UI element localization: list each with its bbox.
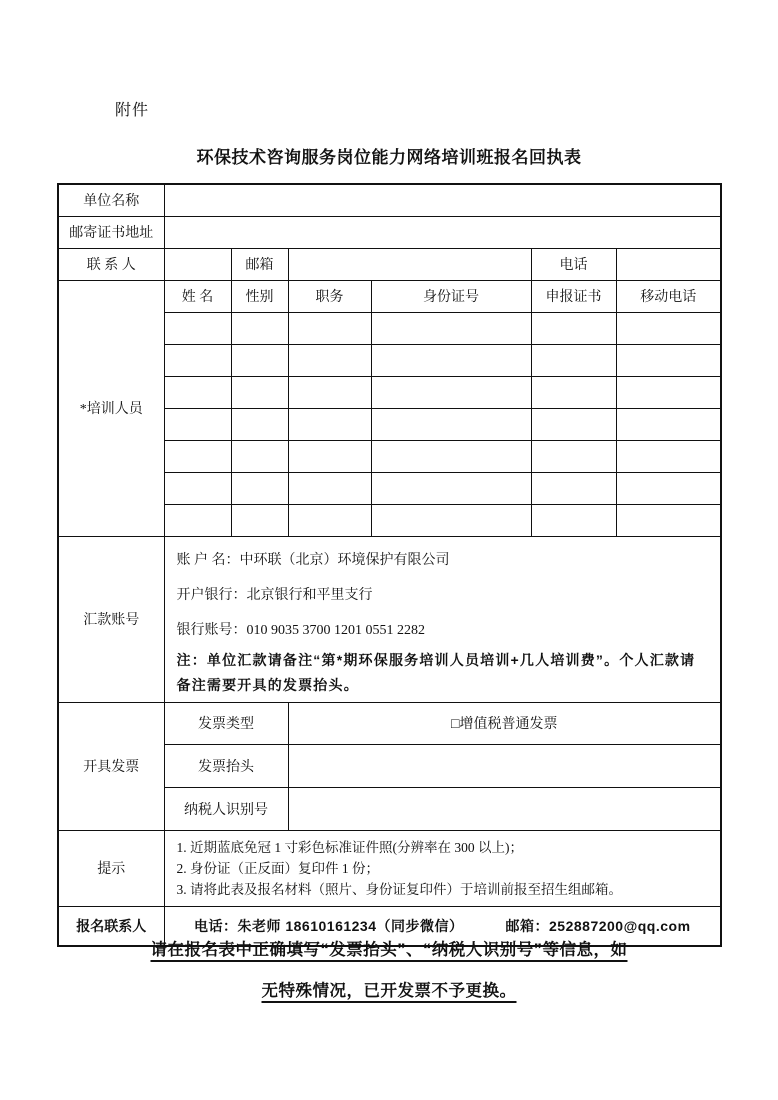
tips-label: 提示 (58, 830, 164, 906)
trainee-cell (371, 376, 531, 408)
trainee-cell (231, 408, 288, 440)
registration-contact-email: 邮箱：252887200@qq.com (505, 917, 691, 934)
trainee-cell (231, 504, 288, 536)
mail-address-row (58, 216, 721, 248)
registration-form-table (57, 183, 722, 947)
trainee-cell (371, 408, 531, 440)
trainee-cell (288, 472, 371, 504)
trainee-cell (288, 376, 371, 408)
trainee-cell (164, 440, 231, 472)
remittance-account-no: 银行账号：010 9035 3700 1201 0551 2282 (176, 622, 425, 638)
footer-note (0, 930, 778, 1012)
trainee-cell (531, 504, 616, 536)
trainee-cell (371, 472, 531, 504)
trainee-cell (288, 408, 371, 440)
remittance-row (58, 536, 721, 702)
invoice-taxid-value-cell (288, 787, 721, 830)
trainee-cell (531, 408, 616, 440)
tips-item-3: 3. 请将此表及报名材料（照片、身份证复印件）于培训前报至招生组邮箱。 (176, 881, 622, 897)
tips-item-2: 2. 身份证（正反面）复印件 1 份； (176, 860, 379, 876)
page-title: 环保技术咨询服务岗位能力网络培训班报名回执表 (196, 148, 582, 167)
trainee-cell (371, 504, 531, 536)
trainee-cell (616, 312, 721, 344)
unit-name-label: 单位名称 (58, 184, 164, 216)
trainee-cell (616, 344, 721, 376)
tips-row (58, 830, 721, 906)
mail-address-value-cell (164, 216, 721, 248)
trainee-cell (164, 312, 231, 344)
remittance-label: 汇款账号 (58, 536, 164, 702)
invoice-title-label: 发票抬头 (164, 744, 288, 787)
contact-label: 联 系 人 (58, 248, 164, 280)
trainee-cell (164, 408, 231, 440)
trainee-col-name: 姓 名 (164, 280, 231, 312)
trainee-cell (616, 504, 721, 536)
trainee-cell (164, 504, 231, 536)
trainee-cell (231, 312, 288, 344)
trainee-cell (231, 376, 288, 408)
unit-name-row (58, 184, 721, 216)
trainee-cell (531, 376, 616, 408)
trainee-cell (616, 376, 721, 408)
trainee-cell (231, 440, 288, 472)
phone-label: 电话 (531, 248, 616, 280)
trainee-cell (164, 472, 231, 504)
trainee-col-certificate: 申报证书 (531, 280, 616, 312)
trainee-col-gender: 性别 (231, 280, 288, 312)
trainee-header-row (58, 280, 721, 312)
trainees-label: *培训人员 (58, 280, 164, 536)
trainee-cell (371, 312, 531, 344)
trainee-col-position: 职务 (288, 280, 371, 312)
trainee-cell (616, 440, 721, 472)
trainee-cell (531, 440, 616, 472)
phone-value-cell (616, 248, 721, 280)
trainee-cell (288, 344, 371, 376)
trainee-cell (231, 472, 288, 504)
trainee-cell (616, 408, 721, 440)
trainee-cell (164, 344, 231, 376)
invoice-title-value-cell (288, 744, 721, 787)
invoice-taxid-label: 纳税人识别号 (164, 787, 288, 830)
contact-row (58, 248, 721, 280)
remittance-account-name: 账 户 名：中环联（北京）环境保护有限公司 (176, 552, 450, 568)
email-label: 邮箱 (231, 248, 288, 280)
remittance-content-cell (164, 536, 721, 702)
attachment-label: 附件 (115, 102, 150, 119)
trainee-cell (531, 312, 616, 344)
email-value-cell (288, 248, 531, 280)
registration-contact-label: 报名联系人 (58, 906, 164, 946)
trainee-cell (531, 344, 616, 376)
tips-item-1: 1. 近期蓝底免冠 1 寸彩色标准证件照(分辨率在 300 以上)； (176, 839, 523, 855)
footer-line-2: 无特殊情况，已开发票不予更换。 (261, 982, 517, 1000)
tips-content-cell (164, 830, 721, 906)
contact-name-cell (164, 248, 231, 280)
trainee-cell (288, 504, 371, 536)
remittance-note: 注：单位汇款请备注“第*期环保服务培训人员培训+几人培训费”。个人汇款请备注需要开具的发票抬头。 (176, 651, 696, 693)
invoice-label: 开具发票 (58, 702, 164, 830)
invoice-type-value: □增值税普通发票 (288, 702, 721, 744)
mail-address-label: 邮寄证书地址 (58, 216, 164, 248)
unit-name-value-cell (164, 184, 721, 216)
trainee-cell (531, 472, 616, 504)
remittance-bank: 开户银行：北京银行和平里支行 (176, 587, 373, 603)
trainee-cell (164, 376, 231, 408)
registration-contact-phone: 电话：朱老师 18610161234（同步微信） (193, 917, 464, 934)
trainee-cell (616, 472, 721, 504)
trainee-cell (371, 344, 531, 376)
trainee-col-id-number: 身份证号 (371, 280, 531, 312)
invoice-type-row (58, 702, 721, 744)
trainee-cell (371, 440, 531, 472)
trainee-cell (288, 312, 371, 344)
trainee-cell (231, 344, 288, 376)
trainee-col-mobile: 移动电话 (616, 280, 721, 312)
footer-line-1: 请在报名表中正确填写“发票抬头”、“纳税人识别号”等信息，如 (150, 941, 628, 959)
trainee-cell (288, 440, 371, 472)
invoice-type-label: 发票类型 (164, 702, 288, 744)
